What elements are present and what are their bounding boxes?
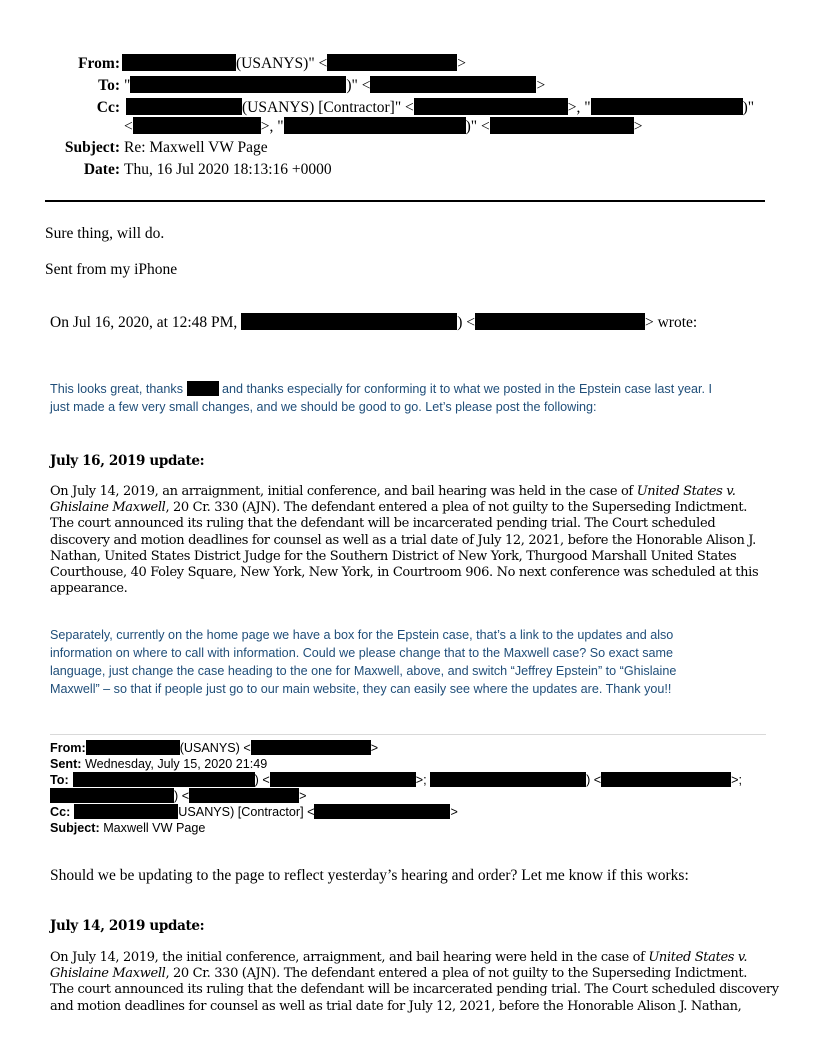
quoted-message-paragraph-2: Separately, currently on the home page we have a box for the Epstein case, that’s a link to the updates and also information on where to call with information. Could we please change that to the Maxwell case? So exact same language, just change the case heading to the one for Maxwell, above, and switch “Jeffrey Epstein” to “Ghislaine Maxwell” – so that if people just go to our main website, they can easily see where the updates are. Thank you!! (50, 628, 677, 696)
forwarded-sent: Sent: Wednesday, July 15, 2020 21:49 (50, 757, 268, 771)
redaction (601, 772, 731, 787)
update-body-2: On July 14, 2019, the initial conference, arraignment, and bail hearing were held in the case of United States v. Ghislaine Maxwell, 20 Cr. 330 (AJN). The defendant entered a plea of not guilty to the Superseding Indictment. The court announced its ruling that the defendant will be incarcerated pending trial. The Court scheduled discovery and motion deadlines for counsel as well as trial date for July 12, 2021, before the Honorable Alison J. Nathan, (50, 950, 779, 1014)
redaction (430, 772, 586, 787)
subject-label: Subject: (64, 139, 120, 156)
forwarded-cc: Cc: USANYS) [Contractor] < > (50, 805, 458, 819)
update-heading-1: July 16, 2019 update: (50, 453, 205, 469)
redaction (187, 381, 219, 396)
update-heading-2: July 14, 2019 update: (50, 918, 205, 934)
cc-value-continued: < >, " )" < > (124, 118, 643, 135)
reply-line-1: Sure thing, will do. (45, 225, 165, 242)
redaction (314, 804, 450, 819)
redaction (130, 76, 346, 93)
forwarded-from: From: (USANYS) < > (50, 741, 379, 755)
cc-label: Cc: (96, 99, 120, 116)
forward-divider (50, 734, 766, 735)
date-value: Thu, 16 Jul 2020 18:13:16 +0000 (124, 161, 332, 178)
redaction (327, 54, 457, 71)
from-label: From: (78, 55, 120, 72)
date-label: Date: (83, 161, 120, 178)
quote-header: On Jul 16, 2020, at 12:48 PM, ) < > wrote: (50, 314, 698, 331)
quoted-message-paragraph: This looks great, thanks and thanks especially for conforming it to what we posted in the Epstein case last year. I just made a few very small changes, and we should be good to go. Let’s please post the following: (50, 382, 713, 414)
redaction (241, 313, 457, 330)
cc-value: (USANYS) [Contractor]" < >, " )" (126, 98, 754, 118)
header-divider (45, 200, 765, 202)
update-body-1: On July 14, 2019, an arraignment, initial conference, and bail hearing was held in the case of United States v. Ghislaine Maxwell, 20 Cr. 330 (AJN). The defendant entered a plea of not guilty to the Superseding Indictment. The court announced its ruling that the defendant will be incarcerated pending trial. The Court scheduled discovery and motion deadlines for counsel as well as a trial date of July 12, 2021, before the Honorable Alison J. Nathan, United States District Judge for the Southern District of New York, Thurgood Marshall United States Courthouse, 40 Foley Square, New York, New York, in Courtroom 906. No next conference was scheduled at this appearance. (50, 484, 759, 597)
redaction (370, 76, 536, 93)
redaction (73, 772, 255, 787)
redaction (50, 788, 174, 803)
to-value: " )" < > (124, 77, 546, 94)
subject-value: Re: Maxwell VW Page (124, 139, 268, 156)
redaction (270, 772, 416, 787)
redaction (475, 313, 645, 330)
from-value: (USANYS)" < > (122, 54, 466, 74)
redaction (74, 804, 178, 819)
redaction (133, 117, 261, 134)
reply-signature: Sent from my iPhone (45, 261, 178, 278)
redaction (490, 117, 634, 134)
redaction (122, 54, 236, 71)
redaction (86, 740, 180, 755)
forwarded-to-continued: ) < > (50, 788, 742, 804)
redaction (284, 117, 466, 134)
redaction (414, 98, 568, 115)
redaction (591, 98, 743, 115)
redaction (251, 740, 371, 755)
forwarded-header (50, 740, 742, 836)
redaction (126, 98, 242, 115)
forwarded-subject: Subject: Maxwell VW Page (50, 821, 206, 835)
forwarded-to: To: ) < >; ) < >; (50, 773, 742, 787)
to-label: To: (98, 77, 120, 94)
forwarded-body-line: Should we be updating to the page to reflect yesterday’s hearing and order? Let me know if this works: (50, 867, 689, 884)
redaction (189, 788, 299, 803)
